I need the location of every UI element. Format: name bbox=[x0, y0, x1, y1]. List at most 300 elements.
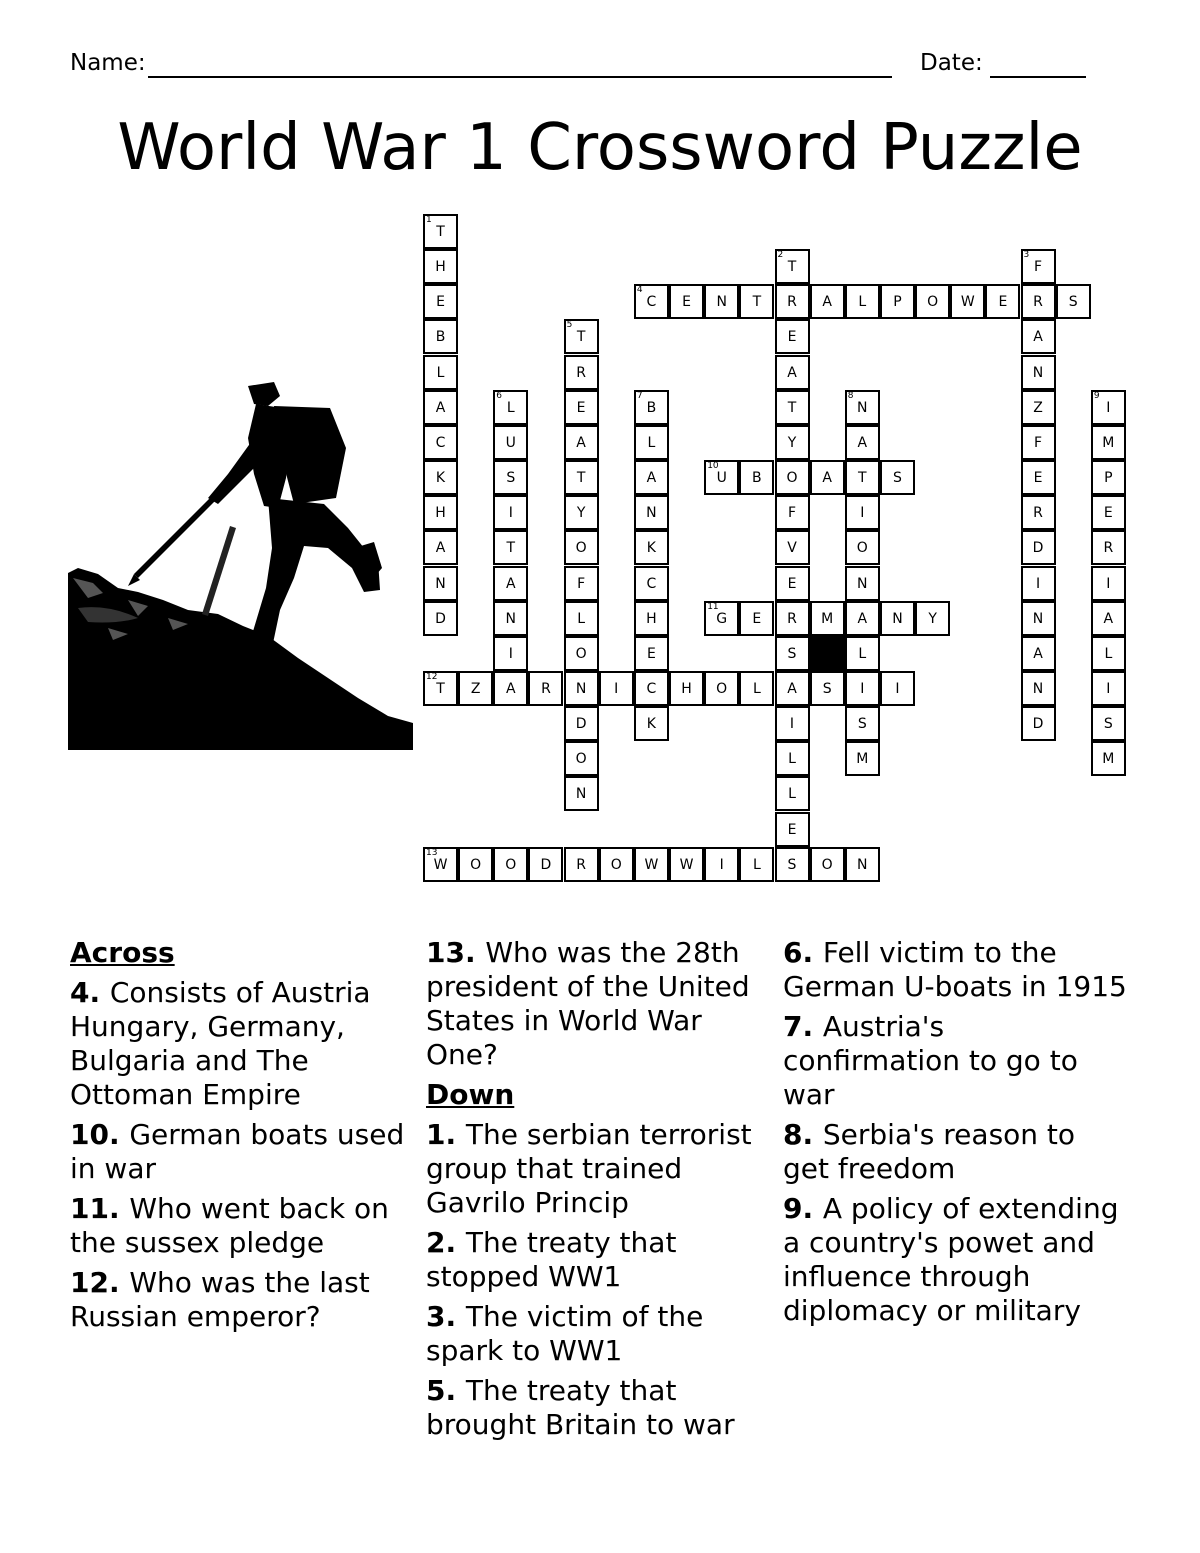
crossword-cell[interactable] bbox=[845, 636, 880, 671]
crossword-cell[interactable] bbox=[810, 460, 845, 495]
cell-letter: C bbox=[646, 294, 657, 311]
crossword-cell[interactable] bbox=[1021, 319, 1056, 354]
crossword-cell[interactable] bbox=[423, 530, 458, 565]
crossword-cell[interactable] bbox=[493, 601, 528, 636]
crossword-cell[interactable] bbox=[775, 566, 810, 601]
crossword-cell[interactable] bbox=[1021, 249, 1056, 284]
crossword-cell[interactable] bbox=[458, 671, 493, 706]
across-heading: Across bbox=[70, 936, 175, 969]
crossword-cell[interactable] bbox=[810, 847, 845, 882]
crossword-cell[interactable] bbox=[1021, 355, 1056, 390]
clue-number-label: 7. bbox=[783, 1010, 823, 1043]
crossword-cell[interactable] bbox=[775, 390, 810, 425]
crossword-cell[interactable] bbox=[528, 671, 563, 706]
cell-letter: O bbox=[856, 540, 868, 557]
cell-letter: S bbox=[1103, 716, 1113, 733]
cell-letter: F bbox=[1034, 259, 1043, 276]
cell-letter: C bbox=[646, 575, 657, 592]
cell-letter: I bbox=[719, 856, 724, 873]
crossword-cell[interactable] bbox=[1021, 601, 1056, 636]
cell-letter: L bbox=[858, 645, 867, 662]
crossword-cell[interactable] bbox=[423, 425, 458, 460]
cell-letter: A bbox=[646, 470, 657, 487]
clues-col-2 bbox=[426, 936, 771, 1448]
cell-letter: H bbox=[435, 505, 446, 522]
cell-letter: H bbox=[646, 610, 657, 627]
clue-number: 7 bbox=[636, 390, 643, 401]
cell-letter: A bbox=[506, 680, 516, 697]
clue-number-label: 9. bbox=[783, 1192, 823, 1225]
crossword-cell[interactable] bbox=[775, 284, 810, 319]
clue-across-4 bbox=[70, 976, 415, 1112]
crossword-cell[interactable] bbox=[845, 741, 880, 776]
crossword-cell[interactable] bbox=[775, 671, 810, 706]
crossword-cell[interactable] bbox=[704, 671, 739, 706]
crossword-cell[interactable] bbox=[704, 460, 739, 495]
crossword-cell[interactable] bbox=[1091, 495, 1126, 530]
clue-down-8 bbox=[783, 1118, 1128, 1186]
cell-letter: L bbox=[788, 786, 796, 803]
crossword-cell[interactable] bbox=[775, 249, 810, 284]
crossword-cell[interactable] bbox=[1091, 636, 1126, 671]
crossword-cell[interactable] bbox=[423, 460, 458, 495]
cell-letter: E bbox=[682, 294, 691, 311]
crossword-cell[interactable] bbox=[528, 847, 563, 882]
crossword-cell[interactable] bbox=[493, 847, 528, 882]
crossword-black-cell bbox=[810, 636, 845, 671]
cell-letter: A bbox=[435, 399, 446, 416]
cell-letter: N bbox=[716, 294, 727, 311]
crossword-cell[interactable] bbox=[1021, 566, 1056, 601]
cell-letter: A bbox=[857, 434, 868, 451]
crossword-cell[interactable] bbox=[634, 460, 669, 495]
clue-across-10 bbox=[70, 1118, 415, 1186]
cell-letter: D bbox=[1032, 716, 1044, 733]
cell-letter: T bbox=[752, 294, 762, 311]
crossword-cell[interactable] bbox=[634, 847, 669, 882]
crossword-cell[interactable] bbox=[775, 706, 810, 741]
crossword-cell[interactable] bbox=[739, 847, 774, 882]
clue-down-6 bbox=[783, 936, 1128, 1004]
crossword-cell[interactable] bbox=[564, 319, 599, 354]
cell-letter: A bbox=[1103, 610, 1114, 627]
crossword-cell[interactable] bbox=[634, 566, 669, 601]
cell-letter: N bbox=[575, 680, 587, 697]
cell-letter: N bbox=[857, 399, 868, 416]
cell-letter: A bbox=[1033, 329, 1043, 346]
crossword-cell[interactable] bbox=[493, 460, 528, 495]
crossword-cell[interactable] bbox=[1091, 425, 1126, 460]
clue-number: 4 bbox=[636, 285, 643, 296]
crossword-cell[interactable] bbox=[704, 601, 739, 636]
cell-letter: T bbox=[436, 680, 445, 697]
cell-letter: N bbox=[857, 575, 868, 592]
cell-letter: L bbox=[647, 434, 656, 451]
cell-letter: L bbox=[752, 680, 761, 697]
cell-letter: I bbox=[1106, 575, 1111, 592]
crossword-cell[interactable] bbox=[423, 214, 458, 249]
cell-letter: C bbox=[646, 680, 657, 697]
cell-letter: I bbox=[508, 645, 513, 662]
crossword-cell[interactable] bbox=[634, 636, 669, 671]
cell-letter: U bbox=[716, 470, 727, 487]
crossword-cell[interactable] bbox=[1021, 284, 1056, 319]
crossword-cell[interactable] bbox=[1021, 530, 1056, 565]
cell-letter: E bbox=[1103, 505, 1113, 522]
clue-number-label: 3. bbox=[426, 1300, 466, 1333]
clue-number: 3 bbox=[1023, 250, 1030, 261]
crossword-cell[interactable] bbox=[1021, 636, 1056, 671]
cell-letter: A bbox=[857, 610, 868, 627]
crossword-cell[interactable] bbox=[775, 495, 810, 530]
crossword-cell[interactable] bbox=[845, 460, 880, 495]
clue-down-3 bbox=[426, 1300, 771, 1368]
crossword-cell[interactable] bbox=[1091, 601, 1126, 636]
crossword-cell[interactable] bbox=[423, 390, 458, 425]
crossword-cell[interactable] bbox=[880, 284, 915, 319]
cell-letter: D bbox=[435, 610, 446, 627]
clue-text: A policy of extending a country's powet and influence through diplomacy or military bbox=[783, 1192, 1119, 1327]
cell-letter: B bbox=[752, 470, 762, 487]
cell-letter: M bbox=[856, 751, 869, 768]
crossword-cell[interactable] bbox=[739, 460, 774, 495]
crossword-cell[interactable] bbox=[564, 601, 599, 636]
crossword-cell[interactable] bbox=[704, 284, 739, 319]
crossword-cell[interactable] bbox=[810, 601, 845, 636]
crossword-cell[interactable] bbox=[564, 671, 599, 706]
clue-number-label: 4. bbox=[70, 976, 110, 1009]
cell-letter: L bbox=[858, 294, 867, 311]
clue-number: 11 bbox=[707, 601, 719, 612]
clue-down-7 bbox=[783, 1010, 1128, 1112]
cell-letter: E bbox=[436, 294, 445, 311]
crossword-cell[interactable] bbox=[1021, 671, 1056, 706]
cell-letter: I bbox=[895, 680, 900, 697]
crossword-cell[interactable] bbox=[599, 847, 634, 882]
cell-letter: T bbox=[787, 259, 797, 276]
crossword-cell[interactable] bbox=[493, 495, 528, 530]
clue-text: German boats used in war bbox=[70, 1118, 405, 1185]
clue-text: Who was the last Russian emperor? bbox=[70, 1266, 370, 1333]
crossword-cell[interactable] bbox=[634, 390, 669, 425]
crossword-cell[interactable] bbox=[423, 355, 458, 390]
crossword-cell[interactable] bbox=[423, 601, 458, 636]
clue-text: Austria's confirmation to go to war bbox=[783, 1010, 1078, 1111]
clue-number-label: 11. bbox=[70, 1192, 130, 1225]
crossword-cell[interactable] bbox=[739, 601, 774, 636]
cell-letter: K bbox=[435, 470, 446, 487]
cell-letter: N bbox=[892, 610, 903, 627]
crossword-cell[interactable] bbox=[458, 847, 493, 882]
crossword-cell[interactable] bbox=[423, 319, 458, 354]
cell-letter: M bbox=[1102, 751, 1115, 768]
crossword-cell[interactable] bbox=[845, 425, 880, 460]
name-label: Name: bbox=[70, 50, 146, 76]
crossword-cell[interactable] bbox=[810, 284, 845, 319]
crossword-cell[interactable] bbox=[564, 741, 599, 776]
crossword-cell[interactable] bbox=[880, 460, 915, 495]
cell-letter: A bbox=[787, 364, 797, 381]
cell-letter: F bbox=[1034, 434, 1043, 451]
clues-col-1 bbox=[70, 936, 415, 1340]
cell-letter: N bbox=[505, 610, 517, 627]
cell-letter: I bbox=[508, 505, 513, 522]
cell-letter: K bbox=[646, 540, 656, 557]
crossword-cell[interactable] bbox=[739, 671, 774, 706]
cell-letter: K bbox=[646, 716, 656, 733]
crossword-cell[interactable] bbox=[493, 566, 528, 601]
cell-letter: E bbox=[787, 329, 797, 346]
clue-number: 6 bbox=[496, 390, 503, 401]
crossword-cell[interactable] bbox=[775, 530, 810, 565]
crossword-cell[interactable] bbox=[564, 636, 599, 671]
crossword-cell[interactable] bbox=[564, 425, 599, 460]
clue-text: Serbia's reason to get freedom bbox=[783, 1118, 1076, 1185]
crossword-cell[interactable] bbox=[845, 530, 880, 565]
crossword-cell[interactable] bbox=[1021, 706, 1056, 741]
crossword-cell[interactable] bbox=[1091, 390, 1126, 425]
clue-text: The treaty that brought Britain to war bbox=[426, 1374, 735, 1441]
crossword-cell[interactable] bbox=[1021, 460, 1056, 495]
crossword-cell[interactable] bbox=[634, 425, 669, 460]
cell-letter: I bbox=[1106, 399, 1111, 416]
clue-number: 9 bbox=[1093, 390, 1100, 401]
crossword-cell[interactable] bbox=[775, 812, 810, 847]
cell-letter: R bbox=[1033, 294, 1043, 311]
clue-down-1 bbox=[426, 1118, 771, 1220]
cell-letter: S bbox=[1068, 294, 1078, 311]
cell-letter: S bbox=[506, 470, 516, 487]
crossword-cell[interactable] bbox=[915, 284, 950, 319]
crossword-cell[interactable] bbox=[1056, 284, 1091, 319]
cell-letter: I bbox=[614, 680, 619, 697]
crossword-cell[interactable] bbox=[564, 460, 599, 495]
crossword-cell[interactable] bbox=[810, 671, 845, 706]
crossword-cell[interactable] bbox=[493, 671, 528, 706]
crossword-cell[interactable] bbox=[985, 284, 1020, 319]
cell-letter: E bbox=[1033, 470, 1043, 487]
cell-letter: I bbox=[1106, 680, 1111, 697]
crossword-cell[interactable] bbox=[1091, 741, 1126, 776]
clue-number: 2 bbox=[777, 250, 784, 261]
cell-letter: E bbox=[998, 294, 1008, 311]
crossword-cell[interactable] bbox=[1021, 425, 1056, 460]
crossword-cell[interactable] bbox=[423, 566, 458, 601]
clue-text: Consists of Austria Hungary, Germany, Bulgaria and The Ottoman Empire bbox=[70, 976, 371, 1111]
clue-across-13 bbox=[426, 936, 771, 1072]
crossword-cell[interactable] bbox=[1091, 460, 1126, 495]
cell-letter: Y bbox=[787, 434, 797, 451]
clue-number: 1 bbox=[426, 215, 432, 225]
cell-letter: C bbox=[435, 434, 446, 451]
down-heading: Down bbox=[426, 1078, 515, 1111]
cell-letter: W bbox=[433, 856, 448, 873]
cell-letter: A bbox=[822, 470, 832, 487]
cell-letter: N bbox=[857, 856, 868, 873]
crossword-cell[interactable] bbox=[634, 671, 669, 706]
cell-letter: N bbox=[1032, 610, 1044, 627]
clues-col-3 bbox=[783, 936, 1128, 1334]
cell-letter: R bbox=[1103, 540, 1114, 557]
crossword-cell[interactable] bbox=[775, 601, 810, 636]
cell-letter: O bbox=[610, 856, 622, 873]
cell-letter: I bbox=[860, 680, 865, 697]
crossword-cell[interactable] bbox=[845, 390, 880, 425]
cell-letter: I bbox=[1035, 575, 1041, 592]
crossword-cell[interactable] bbox=[775, 741, 810, 776]
crossword-cell[interactable] bbox=[669, 847, 704, 882]
clue-text: Who went back on the sussex pledge bbox=[70, 1192, 389, 1259]
crossword-cell[interactable] bbox=[423, 847, 458, 882]
cell-letter: L bbox=[506, 399, 515, 416]
cell-letter: A bbox=[506, 575, 516, 592]
cell-letter: R bbox=[1033, 505, 1043, 522]
crossword-cell[interactable] bbox=[845, 671, 880, 706]
cell-letter: I bbox=[860, 505, 865, 522]
crossword-cell[interactable] bbox=[1091, 530, 1126, 565]
cell-letter: O bbox=[470, 856, 482, 873]
crossword-cell[interactable] bbox=[880, 671, 915, 706]
crossword-cell[interactable] bbox=[564, 530, 599, 565]
cell-letter: G bbox=[716, 610, 728, 627]
cell-letter: W bbox=[960, 294, 975, 311]
clue-down-2 bbox=[426, 1226, 771, 1294]
crossword-cell[interactable] bbox=[599, 671, 634, 706]
crossword-cell[interactable] bbox=[775, 425, 810, 460]
crossword-cell[interactable] bbox=[564, 566, 599, 601]
clue-number-label: 8. bbox=[783, 1118, 823, 1151]
clue-across-12 bbox=[70, 1266, 415, 1334]
crossword-cell[interactable] bbox=[915, 601, 950, 636]
clue-across-11 bbox=[70, 1192, 415, 1260]
cell-letter: R bbox=[541, 680, 551, 697]
crossword-cell[interactable] bbox=[493, 636, 528, 671]
crossword-cell[interactable] bbox=[775, 847, 810, 882]
cell-letter: L bbox=[752, 856, 761, 873]
clue-number: 10 bbox=[707, 461, 719, 472]
clue-down-9 bbox=[783, 1192, 1128, 1328]
crossword-cell[interactable] bbox=[423, 671, 458, 706]
crossword-cell[interactable] bbox=[775, 355, 810, 390]
crossword-cell[interactable] bbox=[880, 601, 915, 636]
crossword-cell[interactable] bbox=[634, 601, 669, 636]
clue-number: 5 bbox=[566, 320, 573, 331]
cell-letter: A bbox=[1033, 645, 1043, 662]
clue-number-label: 5. bbox=[426, 1374, 466, 1407]
cell-letter: S bbox=[787, 856, 797, 873]
cell-letter: O bbox=[505, 856, 517, 873]
cell-letter: N bbox=[646, 505, 657, 522]
cell-letter: O bbox=[927, 294, 939, 311]
crossword-cell[interactable] bbox=[493, 530, 528, 565]
crossword-cell[interactable] bbox=[845, 284, 880, 319]
cell-letter: A bbox=[576, 434, 586, 451]
cell-letter: I bbox=[789, 716, 795, 733]
cell-letter: L bbox=[788, 751, 796, 768]
crossword-cell[interactable] bbox=[564, 495, 599, 530]
crossword-cell[interactable] bbox=[493, 425, 528, 460]
crossword-cell[interactable] bbox=[493, 390, 528, 425]
crossword-cell[interactable] bbox=[775, 776, 810, 811]
crossword-cell[interactable] bbox=[634, 284, 669, 319]
cell-letter: T bbox=[576, 329, 586, 346]
cell-letter: Y bbox=[576, 505, 586, 522]
crossword-cell[interactable] bbox=[1091, 566, 1126, 601]
crossword-cell[interactable] bbox=[423, 495, 458, 530]
cell-letter: T bbox=[787, 399, 797, 416]
clue-number: 8 bbox=[847, 390, 854, 401]
crossword-cell[interactable] bbox=[845, 566, 880, 601]
cell-letter: N bbox=[435, 575, 446, 592]
cell-letter: O bbox=[575, 645, 587, 662]
crossword-cell[interactable] bbox=[564, 847, 599, 882]
crossword-cell[interactable] bbox=[564, 390, 599, 425]
crossword-cell[interactable] bbox=[1091, 706, 1126, 741]
cell-letter: R bbox=[576, 364, 586, 381]
crossword-cell[interactable] bbox=[739, 284, 774, 319]
cell-letter: Y bbox=[928, 610, 937, 627]
cell-letter: T bbox=[576, 470, 586, 487]
crossword-cell[interactable] bbox=[845, 601, 880, 636]
crossword-cell[interactable] bbox=[634, 706, 669, 741]
crossword-cell[interactable] bbox=[423, 284, 458, 319]
cell-letter: T bbox=[858, 470, 867, 487]
crossword-cell[interactable] bbox=[845, 706, 880, 741]
crossword-cell[interactable] bbox=[950, 284, 985, 319]
cell-letter: N bbox=[1032, 680, 1044, 697]
crossword-cell[interactable] bbox=[669, 671, 704, 706]
cell-letter: E bbox=[576, 399, 586, 416]
crossword-cell[interactable] bbox=[845, 495, 880, 530]
cell-letter: S bbox=[822, 680, 832, 697]
crossword-cell[interactable] bbox=[564, 706, 599, 741]
cell-letter: F bbox=[577, 575, 586, 592]
cell-letter: W bbox=[644, 856, 659, 873]
cell-letter: F bbox=[787, 505, 797, 522]
crossword-cell[interactable] bbox=[423, 249, 458, 284]
crossword-cell[interactable] bbox=[1021, 495, 1056, 530]
clue-down-5 bbox=[426, 1374, 771, 1442]
cell-letter: E bbox=[787, 821, 797, 838]
cell-letter: P bbox=[893, 294, 902, 311]
cell-letter: O bbox=[575, 540, 587, 557]
crossword-cell[interactable] bbox=[634, 530, 669, 565]
crossword-cell[interactable] bbox=[564, 355, 599, 390]
crossword-cell[interactable] bbox=[1091, 671, 1126, 706]
crossword-cell[interactable] bbox=[1021, 390, 1056, 425]
cell-letter: A bbox=[435, 540, 446, 557]
cell-letter: M bbox=[1102, 434, 1115, 451]
cell-letter: L bbox=[577, 610, 585, 627]
crossword-cell[interactable] bbox=[669, 284, 704, 319]
crossword-cell[interactable] bbox=[775, 319, 810, 354]
clue-number: 12 bbox=[426, 671, 438, 682]
cell-letter: A bbox=[822, 294, 832, 311]
crossword-cell[interactable] bbox=[775, 636, 810, 671]
cell-letter: O bbox=[575, 751, 587, 768]
crossword-cell[interactable] bbox=[634, 495, 669, 530]
crossword-cell[interactable] bbox=[704, 847, 739, 882]
crossword-cell[interactable] bbox=[845, 847, 880, 882]
cell-letter: V bbox=[787, 540, 797, 557]
crossword-cell[interactable] bbox=[775, 460, 810, 495]
cell-letter: D bbox=[1032, 540, 1044, 557]
clue-text: The serbian terrorist group that trained Gavrilo Princip bbox=[426, 1118, 752, 1219]
cell-letter: E bbox=[646, 645, 656, 662]
crossword-cell[interactable] bbox=[564, 776, 599, 811]
clue-number-label: 12. bbox=[70, 1266, 130, 1299]
page-title: World War 1 Crossword Puzzle bbox=[117, 111, 1083, 185]
